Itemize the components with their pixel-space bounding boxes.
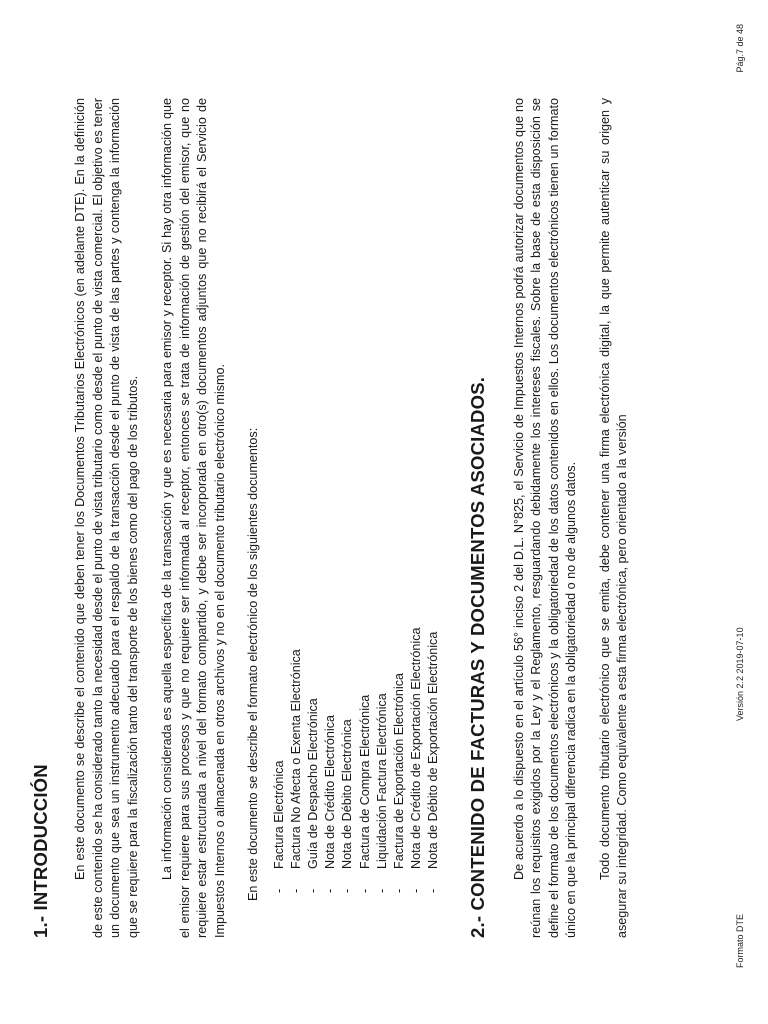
bullet-dash: - <box>271 888 286 893</box>
bullet-dash: - <box>391 888 406 893</box>
intro-paragraph-1: En este documento se describe el contenido que deben tener los Documentos Tributarios Electrónicos (en adelante DTE). En la definición de este contenido se ha considerado tanto la necesidad desde el punto de vista tributario como desde el punto de vista comercial. El objetivo es tener un documento que sea un instrumento adecuado para el respaldo de la transacción desde el punto de vista de las partes y contenga la información que se requiere para la fiscalización tanto del transporte de los bienes como del pago de los tributos. <box>73 98 140 938</box>
bullet-dash: - <box>340 888 355 893</box>
list-item <box>425 98 442 893</box>
list-item-label: Nota de Débito de Exportación Electrónica <box>426 631 441 869</box>
list-item <box>271 98 288 893</box>
list-item <box>339 98 356 893</box>
list-item-label: Guía de Despacho Electrónica <box>305 698 320 869</box>
intro-paragraph-2: La información considerada es aquella específica de la transacción y que es necesaria para emisor y receptor. Si hay otra información que el emisor requiere para sus procesos y que no requiere ser informada al receptor, entonces se trata de información de gestión del emisor, que no requiere estar estructurada a nivel del formato compartido, y debe ser incorporada en otro(s) documentos adjuntos que no recibirá el Servicio de Impuestos Internos o almacenada en otros archivos y no en el documento tributario electrónico mismo. <box>160 98 227 938</box>
bullet-dash: - <box>409 888 424 893</box>
contenido-paragraph-1: De acuerdo a lo dispuesto en el artículo 56° inciso 2 del D.L. N°825, el Servicio de Impuestos Internos podrá autorizar documentos que no reúnan los requisitos exigidos por la Ley y el Reglamento, resguardando debidamente los intereses fiscales. Sobre la base de esta disposición se define el formato de los documentos electrónicos y la obligatoriedad de los datos contenidos en ellos. Los documentos electrónicos tienen un formato único en que la principal diferencia radica en la obligatoriedad o no de algunos datos. <box>511 98 579 938</box>
bullet-dash: - <box>426 888 441 893</box>
list-item <box>408 98 425 893</box>
list-item-label: Factura Electrónica <box>271 760 286 869</box>
list-item-label: Liquidación Factura Electrónica <box>374 693 389 869</box>
list-item-label: Factura de Exportación Electrónica <box>391 672 406 869</box>
intro-paragraph-3: En este documento se describe el formato electrónico de los siguientes documentos: <box>246 427 260 901</box>
list-item <box>357 98 374 893</box>
document-type-list <box>271 98 443 938</box>
bullet-dash: - <box>305 888 320 893</box>
bullet-dash: - <box>357 888 372 893</box>
bullet-dash: - <box>288 888 303 893</box>
footer-version: Versión 2.2 2019-07-10 <box>735 627 745 721</box>
list-item <box>374 98 391 893</box>
footer-document-name: Formato DTE <box>735 913 745 968</box>
introduccion-heading: 1.- INTRODUCCIÓN <box>30 764 51 938</box>
list-item-label: Factura No Afecta o Exenta Electrónica <box>288 649 303 869</box>
footer-page-number: Pág.7 de 48 <box>735 24 745 73</box>
list-item <box>322 98 339 893</box>
list-item-label: Nota de Débito Electrónica <box>340 719 355 869</box>
list-item <box>391 98 408 893</box>
list-item <box>288 98 305 893</box>
list-item-label: Nota de Crédito Electrónica <box>323 714 338 869</box>
list-item <box>305 98 322 893</box>
bullet-dash: - <box>323 888 338 893</box>
page-content <box>30 98 632 938</box>
list-item-label: Factura de Compra Electrónica <box>357 694 372 869</box>
contenido-paragraph-2: Todo documento tributario electrónico que se emita, debe contener una firma electrónica digital, la que permite autenticar su origen y asegurar su integridad. Como equivalente a esta firma electrónica, pero orientado a la versión <box>597 98 630 938</box>
contenido-heading: 2.- CONTENIDO DE FACTURAS Y DOCUMENTOS ASOCIADOS. <box>466 376 488 938</box>
bullet-dash: - <box>374 888 389 893</box>
list-item-label: Nota de Crédito de Exportación Electrónica <box>409 627 424 869</box>
